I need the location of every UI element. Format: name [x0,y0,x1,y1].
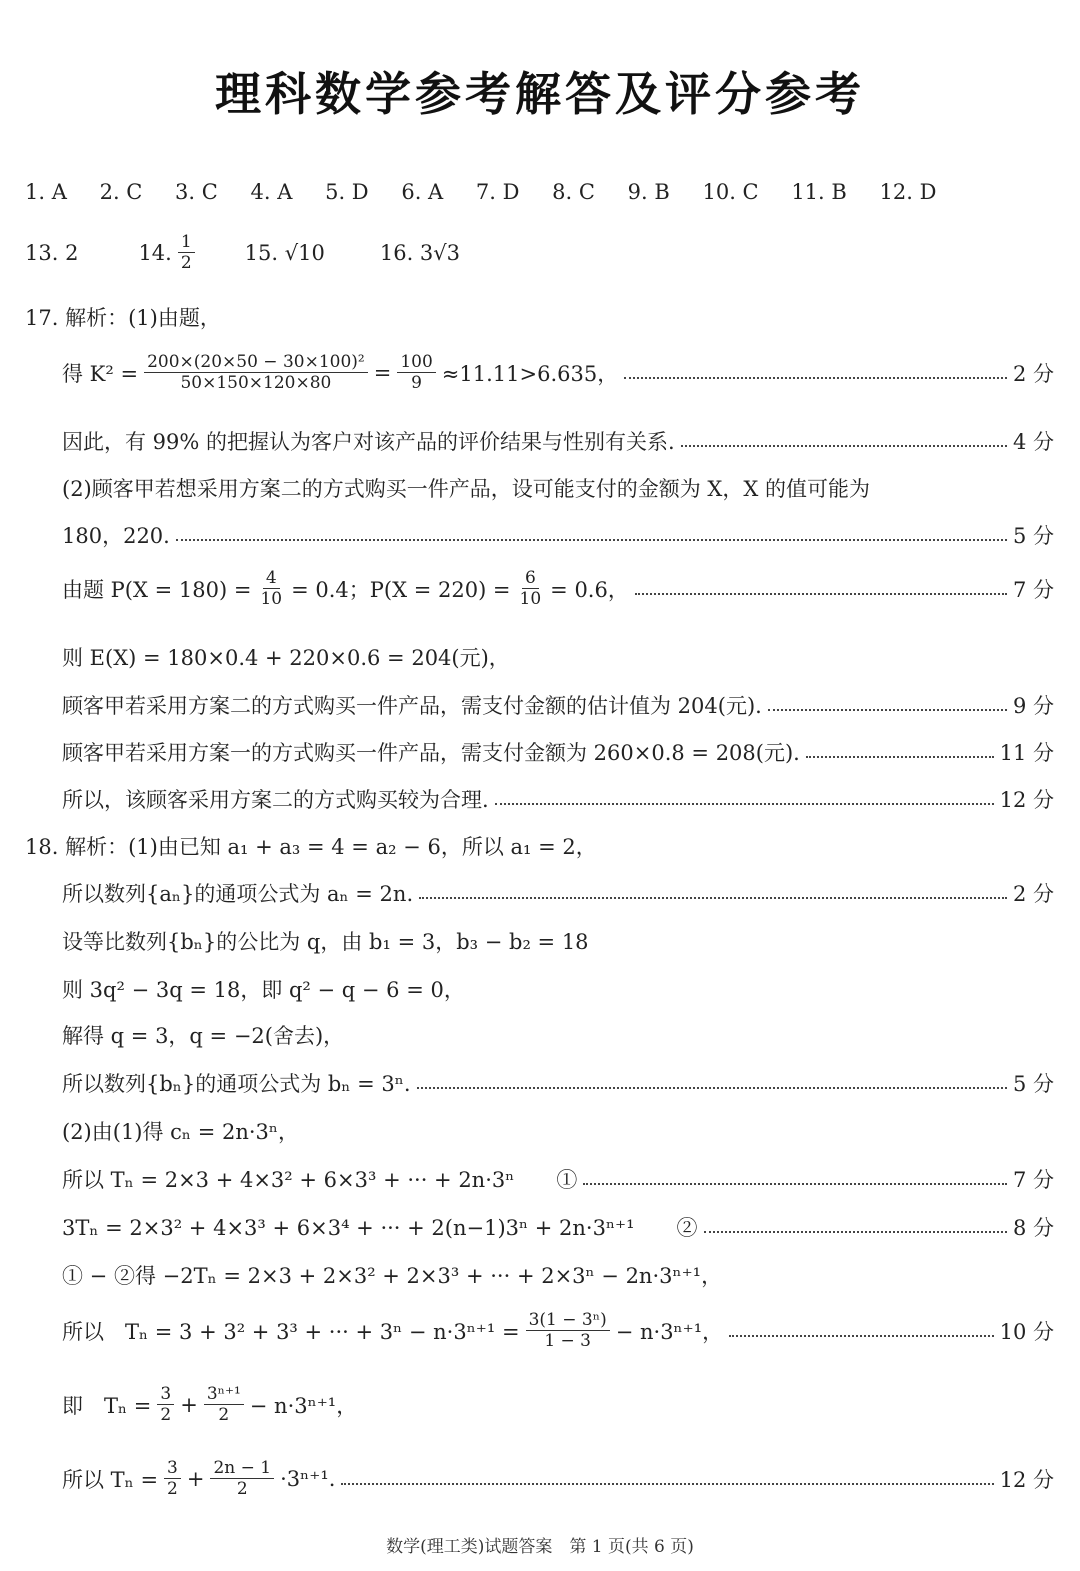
solution-text: 则 3q² − 3q = 18，即 q² − q − 6 = 0， [62,978,465,1002]
solution-text: 顾客甲若采用方案一的方式购买一件产品，需支付金额为 260×0.8 = 208(元). [62,741,800,765]
fraction-denominator: 2 [160,1405,172,1426]
q18-line-10 [62,1260,1054,1290]
fraction-numerator: 6 [522,568,539,589]
q18-line-2 [62,878,1054,908]
dot-leader [729,1335,993,1337]
fraction-numerator: 3 [157,1384,174,1405]
fraction-denominator: 2 [236,1479,248,1500]
q18-line-5 [62,1020,1054,1050]
solution-text: 顾客甲若采用方案二的方式购买一件产品，需支付金额的估计值为 204(元). [62,694,762,718]
q18-line-12 [62,1384,1054,1426]
dot-leader [419,897,1007,899]
q17-line-probabilities [62,568,1054,610]
dot-leader [341,1483,993,1485]
probability-fraction-2 [517,568,545,610]
plus-sign: + [180,1392,198,1417]
probability-tail: = 0.6， [550,577,629,602]
solution-text: 所以 Tₙ = 2×3 + 4×3² + 6×3³ + ··· + 2n·3ⁿ ① [62,1168,578,1192]
dot-leader [704,1231,1007,1233]
fill-answer-14-prefix: 14. [138,240,172,265]
solution-text: ① − ②得 −2Tₙ = 2×3 + 2×3² + 2×3³ + ··· + 2×3ⁿ − 2n·3ⁿ⁺¹， [62,1264,723,1288]
choice-answer: 3. C [175,180,218,204]
k2-fraction [144,352,368,394]
fraction-numerator: 100 [397,352,435,373]
dot-leader [624,377,1007,379]
probability-prefix: 由题 P(X = 180) = [62,577,252,602]
q17-line-4 [62,520,1054,550]
q18-heading-text: 18. 解析：(1)由已知 a₁ + a₃ = 4 = a₂ − 6，所以 a₁ = 2， [25,835,597,859]
choice-answer: 2. C [99,180,143,204]
q17-line-7 [62,690,1054,720]
sum-prefix: 所以 Tₙ = 3 + 3² + 3³ + ··· + 3ⁿ − n·3ⁿ⁺¹ = [62,1319,520,1344]
fraction-numerator: 3(1 − 3ⁿ) [526,1310,610,1331]
solution-text: (2)顾客甲若想采用方案二的方式购买一件产品，设可能支付的金额为 X，X 的值可能为 [62,477,870,501]
score-label: 8 分 [1012,1216,1054,1240]
score-label: 10 分 [999,1319,1054,1344]
sum-tail: − n·3ⁿ⁺¹， [615,1319,724,1344]
fill-answer-16: 16. 3√3 [379,240,461,265]
fill-answer-13: 13. 2 [25,240,79,265]
q18-line-6 [62,1068,1054,1098]
choice-answer: 11. B [791,180,847,204]
dot-leader [417,1087,1007,1089]
fraction-denominator: 2 [218,1405,230,1426]
dot-leader [806,756,994,758]
score-label: 4 分 [1012,430,1054,454]
tn-fraction-2 [204,1384,244,1426]
choice-answer: 4. A [250,180,293,204]
q17-line-8 [62,737,1054,767]
score-label: 5 分 [1012,1072,1054,1096]
fraction-numerator: 2n − 1 [210,1458,274,1479]
score-label: 12 分 [999,1467,1054,1492]
solution-text: 3Tₙ = 2×3² + 4×3³ + 6×3⁴ + ··· + 2(n−1)3ⁿ + 2n·3ⁿ⁺¹ ② [62,1216,698,1240]
q18-line-7 [62,1116,1054,1146]
k2-fraction-simplified [397,352,435,394]
q18-line-8 [62,1164,1054,1194]
fraction-denominator: 2 [167,1479,178,1500]
score-label: 7 分 [1012,1168,1054,1192]
plus-sign: + [186,1466,205,1491]
dot-leader [635,593,1007,595]
tn-tail: − n·3ⁿ⁺¹， [249,1393,358,1418]
q18-line-9 [62,1212,1054,1242]
dot-leader [768,709,1007,711]
page-title: 理科数学参考解答及评分参考 [215,67,865,121]
solution-text: 所以数列{bₙ}的通项公式为 bₙ = 3ⁿ. [62,1072,411,1096]
probability-fraction-1 [257,568,285,610]
q18-line-11 [62,1310,1054,1352]
choice-answer: 1. A [25,180,67,204]
solution-text: 所以，该顾客采用方案二的方式购买较为合理. [62,788,489,812]
fraction-denominator: 1 − 3 [544,1331,591,1352]
fraction-denominator: 10 [519,589,542,610]
tn-final-fraction-2 [210,1458,274,1500]
solution-text: 解得 q = 3，q = −2(舍去)， [62,1024,345,1048]
score-label: 5 分 [1012,524,1054,548]
score-label: 7 分 [1012,577,1054,602]
score-label: 12 分 [999,788,1054,812]
fill-answer-15: 15. √10 [244,240,325,265]
solution-text: 设等比数列{bₙ}的公比为 q，由 b₁ = 3，b₃ − b₂ = 18 [62,930,589,954]
page-footer: 数学(理工类)试题答案 第 1 页(共 6 页) [386,1537,694,1557]
solution-text: 所以数列{aₙ}的通项公式为 aₙ = 2n. [62,882,414,906]
choice-answer: 7. D [475,180,520,204]
score-label: 2 分 [1012,361,1054,386]
fraction-denominator: 50×150×120×80 [180,373,332,394]
dot-leader [681,445,1007,447]
solution-text: 则 E(X) = 180×0.4 + 220×0.6 = 204(元)， [62,646,510,670]
dot-leader [583,1183,1007,1185]
choice-answer: 9. B [627,180,670,204]
choice-answer: 10. C [702,180,759,204]
q18-heading [25,831,1054,861]
q17-heading-text: 17. 解析：(1)由题， [25,306,221,330]
q18-line-13 [62,1458,1054,1500]
q17-line-3 [62,473,1054,503]
fraction-numerator: 3 [164,1458,181,1479]
choice-answer: 8. C [552,180,595,204]
choice-answer: 6. A [401,180,444,204]
q18-line-3 [62,926,1054,956]
solution-text: 因此，有 99% 的把握认为客户对该产品的评价结果与性别有关系. [62,430,675,454]
q17-heading [25,302,1054,332]
choice-answers-row [25,180,936,204]
solution-text: 180，220. [62,524,170,548]
fraction-denominator: 10 [260,589,283,610]
tn-prefix: 即 Tₙ = [62,1393,152,1418]
solution-text: (2)由(1)得 cₙ = 2n·3ⁿ， [62,1120,299,1144]
dot-leader [176,539,1007,541]
q18-line-4 [62,974,1054,1004]
tn-fraction-1 [157,1384,174,1426]
dot-leader [495,803,994,805]
fraction-numerator: 200×(20×50 − 30×100)² [144,352,368,373]
fraction-denominator: 9 [411,373,422,394]
q17-line-9 [62,784,1054,814]
choice-answer: 5. D [325,180,369,204]
tn-final-prefix: 所以 Tₙ = [62,1467,159,1492]
fill-answers-row [25,232,460,274]
tn-final-fraction-1 [164,1458,181,1500]
fraction-numerator: 1 [178,232,195,253]
score-label: 2 分 [1012,882,1054,906]
probability-middle: = 0.4；P(X = 220) = [291,577,511,602]
q17-line-2 [62,426,1054,456]
q17-line-6 [62,642,1054,672]
tn-final-tail: ·3ⁿ⁺¹. [280,1466,336,1491]
fraction-numerator: 4 [263,568,280,589]
fraction-numerator: 3ⁿ⁺¹ [204,1384,244,1405]
fill-answer-14-fraction [178,232,195,274]
k2-result: ≈11.11>6.635， [441,361,619,386]
fraction-denominator: 2 [180,253,192,274]
score-label: 11 分 [999,741,1054,765]
k2-prefix: 得 K² = [62,361,139,386]
q17-line-k2 [62,352,1054,394]
choice-answer: 12. D [879,180,937,204]
score-label: 9 分 [1012,694,1054,718]
sum-fraction [526,1310,610,1352]
equals-sign: = [373,360,392,385]
